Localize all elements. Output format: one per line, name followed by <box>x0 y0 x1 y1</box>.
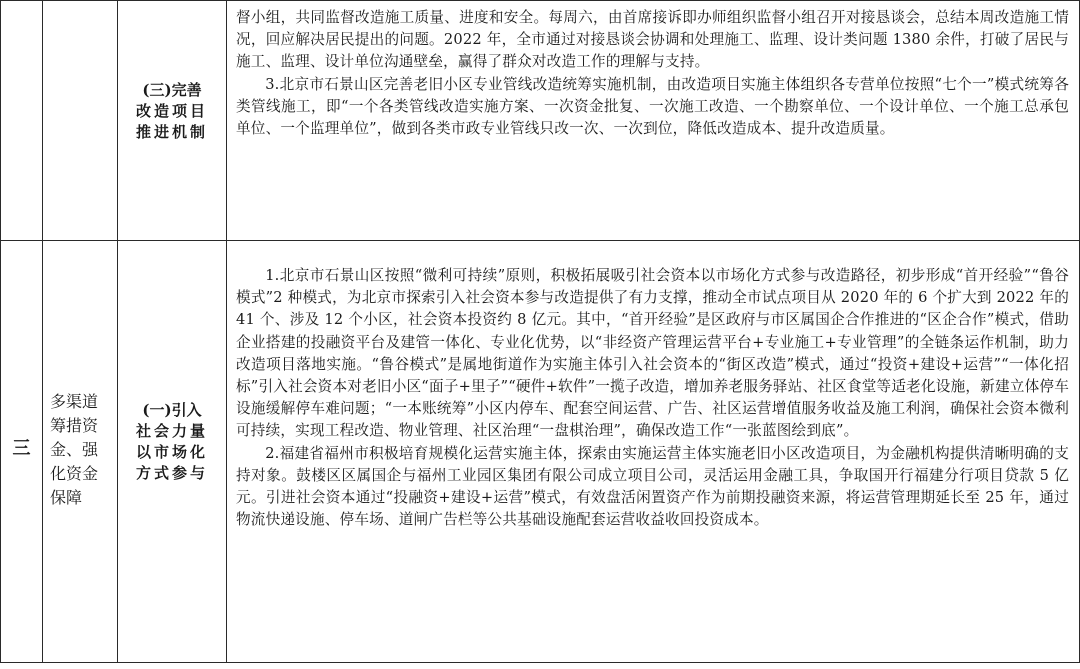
category-line: 筹措资 <box>50 416 99 435</box>
paragraph: 1.北京市石景山区按照“微利可持续”原则，积极拓展吸引社会资本以市场化方式参与改造路径，初步形成“首开经验”“鲁谷模式”2 种模式，为北京市探索引入社会资本参与改造提供了有力支撑，推动全市试点项目从 2020 年的 6 个扩大到 2022 年的 41 个、涉及 12 个小区，社会资本投资约 8 亿元。其中，“首开经验”是区政府与市区属国企合作推进的“区企合作”模式，借助企业搭建的投融资平台及建管一体化、专业化优势，以“非经资产管理运营平台+专业施工+专业管理”的全链条运作机制，助力改造项目落地实施。“鲁谷模式”是属地街道作为实施主体引入社会资本的“街区改造”模式，通过“投资+建设+运营”“一体化招标”引入社会资本对老旧小区“面子+里子”“硬件+软件”一揽子改造，增加养老服务驿站、社区食堂等适老化设施，新建立体停车设施缓解停车难问题；“一本账统筹”小区内停车、配套空间运营、广告、社区运营增值服务收益及施工利润，确保社会资本微利可持续，实现工程改造、物业管理、社区治理“一盘棋治理”，确保改造工作“一张蓝图绘到底”。 <box>236 267 1069 440</box>
row-category <box>50 390 117 510</box>
row-main-content <box>236 265 1069 531</box>
row-main-subcategory <box>118 400 226 484</box>
category-line: 金、强 <box>50 440 99 459</box>
col-divider-4 <box>226 0 227 663</box>
subcategory-line: 以市场化 <box>135 443 208 461</box>
category-line: 化资金 <box>50 464 99 483</box>
category-line: 保障 <box>50 488 83 507</box>
col-divider-2 <box>42 0 43 663</box>
subcategory-line: (一)引入 <box>142 401 202 419</box>
paragraph: 3.北京市石景山区完善老旧小区专业管线改造统筹实施机制，由改造项目实施主体组织各专营单位按照“七个一”模式统筹各类管线施工，即“一个各类管线改造实施方案、一次资金批复、一次施工改造、一个勘察单位、一个设计单位、一个施工总承包单位、一个监理单位”，做到各类市政专业管线只改一次、一次到位，降低改造成本、提升改造质量。 <box>236 75 1069 138</box>
table-border-top <box>0 0 1080 1</box>
subcategory-line: 改造项目 <box>135 102 208 120</box>
table-border-bottom <box>0 662 1080 663</box>
category-line: 多渠道 <box>50 392 99 411</box>
subcategory-line: 方式参与 <box>135 464 208 482</box>
row-top-subcategory <box>118 80 226 143</box>
row-top-content <box>236 7 1069 140</box>
row-seq <box>1 438 42 460</box>
sequence-number: 三 <box>12 438 31 459</box>
col-divider-1 <box>0 0 1 663</box>
paragraph: 督小组，共同监督改造施工质量、进度和安全。每周六，由首席接诉即办师组织监督小组召开对接恳谈会，总结本周改造施工情况，回应解决居民提出的问题。2022 年，全市通过对接恳谈会协调和处理施工、监理、设计类问题 1380 余件，打破了居民与施工、监理、设计单位沟通壁垒，赢得了群众对改造工作的理解与支持。 <box>236 9 1069 71</box>
subcategory-line: 社会力量 <box>135 422 208 440</box>
subcategory-line: (三)完善 <box>142 81 202 99</box>
paragraph: 2.福建省福州市积极培育规模化运营实施主体，探索由实施运营主体实施老旧小区改造项目，为金融机构提供清晰明确的支持对象。鼓楼区区属国企与福州工业园区集团有限公司成立项目公司，灵活运用金融工具，争取国开行福建分行项目贷款 5 亿元。引进社会资本通过“投融资+建设+运营”模式，有效盘活闲置资产作为前期投融资来源，将运营管理期延长至 25 年，通过物流快递设施、停车场、道闸广告栏等公共基础设施配套运营收益收回投资成本。 <box>236 444 1069 529</box>
row-divider <box>0 240 1080 241</box>
subcategory-line: 推进机制 <box>135 123 208 141</box>
